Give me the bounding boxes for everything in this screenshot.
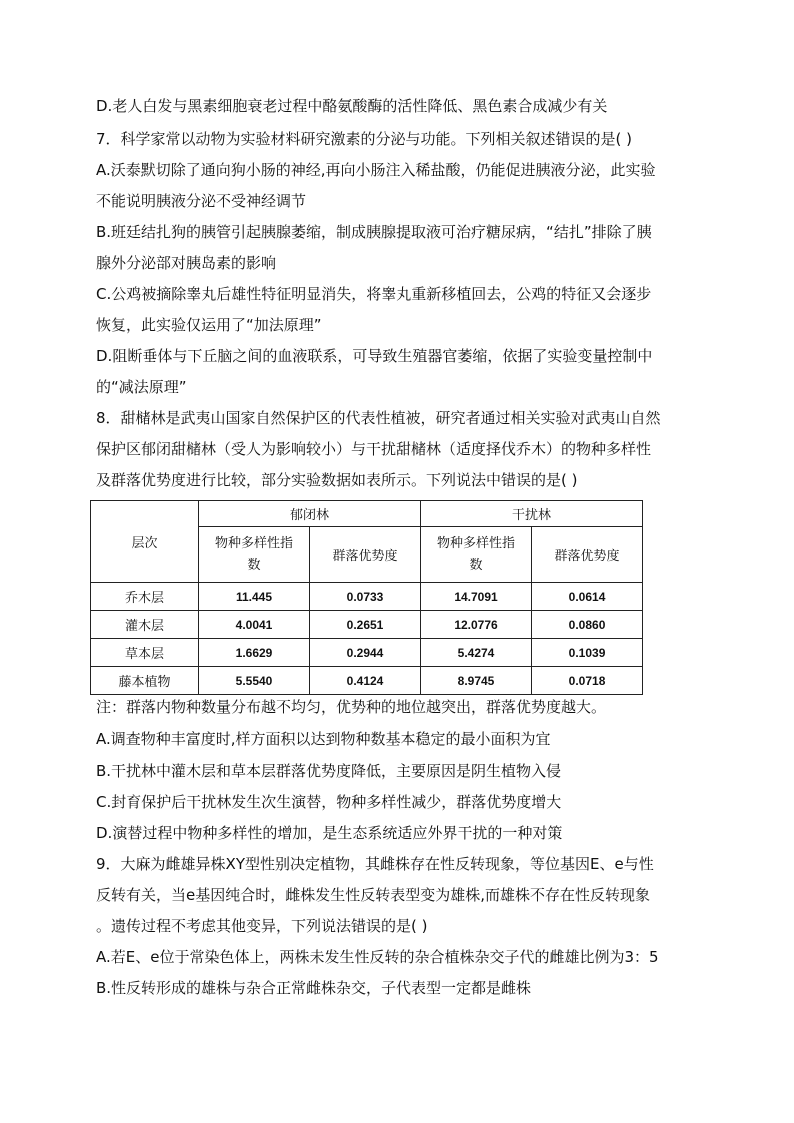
table-cell: 0.2651 <box>310 611 421 639</box>
question-9-3: 。遗传过程不考虑其他变异，下列说法错误的是( ) <box>96 917 428 935</box>
table-cell: 14.7091 <box>421 583 532 611</box>
question-8-3: 及群落优势度进行比较，部分实验数据如表所示。下列说法中错误的是( ) <box>96 471 578 489</box>
table-cell: 0.0860 <box>532 611 643 639</box>
table-group-header-closed: 郁闭林 <box>199 501 421 527</box>
table-corner-header: 层次 <box>91 501 199 583</box>
table-cell: 0.4124 <box>310 667 421 695</box>
table-row <box>91 667 643 695</box>
table-cell: 0.2944 <box>310 639 421 667</box>
question-9-2: 反转有关，当e基因纯合时，雌株发生性反转表型变为雄株,而雄株不存在性反转现象 <box>96 886 651 904</box>
option-7a-2: 不能说明胰液分泌不受神经调节 <box>96 192 307 210</box>
question-8-2: 保护区郁闭甜槠林（受人为影响较小）与干扰甜槠林（适度择伐乔木）的物种多样性 <box>96 440 652 458</box>
option-7a-1: A.沃泰默切除了通向狗小肠的神经,再向小肠注入稀盐酸，仍能促进胰液分泌，此实验 <box>96 161 656 179</box>
option-7c-1: C.公鸡被摘除睾丸后雄性特征明显消失，将睾丸重新移植回去，公鸡的特征又会逐步 <box>96 285 652 303</box>
option-9b: B.性反转形成的雄株与杂合正常雌株杂交，子代表型一定都是雌株 <box>96 979 532 997</box>
table-cell: 0.1039 <box>532 639 643 667</box>
table-cell: 11.445 <box>199 583 310 611</box>
data-table <box>90 500 643 695</box>
option-7b-1: B.班廷结扎狗的胰管引起胰腺萎缩，制成胰腺提取液可治疗糖尿病，“结扎”排除了胰 <box>96 223 652 241</box>
table-cell: 1.6629 <box>199 639 310 667</box>
table-cell: 8.9745 <box>421 667 532 695</box>
question-7: 7．科学家常以动物为实验材料研究激素的分泌与功能。下列相关叙述错误的是( ) <box>96 130 633 148</box>
table-row <box>91 611 643 639</box>
table-cell: 0.0614 <box>532 583 643 611</box>
option-7b-2: 腺外分泌部对胰岛素的影响 <box>96 254 277 272</box>
table-cell-layer: 灌木层 <box>91 611 199 639</box>
table-note: 注：群落内物种数量分布越不均匀，优势种的地位越突出，群落优势度越大。 <box>96 698 607 716</box>
question-8-1: 8．甜槠林是武夷山国家自然保护区的代表性植被，研究者通过相关实验对武夷山自然 <box>96 409 661 427</box>
table-col-header-dominance: 群落优势度 <box>532 527 643 583</box>
option-8b: B.干扰林中灌木层和草本层群落优势度降低，主要原因是阴生植物入侵 <box>96 762 562 780</box>
option-8a: A.调查物种丰富度时,样方面积以达到物种数基本稳定的最小面积为宜 <box>96 730 551 748</box>
option-8c: C.封育保护后干扰林发生次生演替，物种多样性减少，群落优势度增大 <box>96 793 562 811</box>
table-cell: 0.0733 <box>310 583 421 611</box>
table-cell: 12.0776 <box>421 611 532 639</box>
option-6d: D.老人白发与黑素细胞衰老过程中酪氨酸酶的活性降低、黑色素合成减少有关 <box>96 97 608 115</box>
table-cell: 4.0041 <box>199 611 310 639</box>
option-9a: A.若E、e位于常染色体上，两株未发生性反转的杂合植株杂交子代的雌雄比例为3：5 <box>96 948 659 966</box>
question-9-1: 9．大麻为雌雄异株XY型性别决定植物，其雌株存在性反转现象，等位基因E、e与性 <box>96 855 654 873</box>
table-cell-layer: 乔木层 <box>91 583 199 611</box>
option-7c-2: 恢复，此实验仅运用了“加法原理” <box>96 316 322 334</box>
table-row <box>91 639 643 667</box>
table-col-header-diversity: 物种多样性指 数 <box>199 527 310 583</box>
option-7d-1: D.阻断垂体与下丘脑之间的血液联系，可导致生殖器官萎缩，依据了实验变量控制中 <box>96 347 653 365</box>
table-col-header-dominance: 群落优势度 <box>310 527 421 583</box>
table-group-header-disturbed: 干扰林 <box>421 501 643 527</box>
table-cell-layer: 藤本植物 <box>91 667 199 695</box>
table-col-header-diversity: 物种多样性指 数 <box>421 527 532 583</box>
option-7d-2: 的“减法原理” <box>96 378 187 396</box>
option-8d: D.演替过程中物种多样性的增加，是生态系统适应外界干扰的一种对策 <box>96 824 563 842</box>
table-cell: 0.0718 <box>532 667 643 695</box>
table-cell-layer: 草本层 <box>91 639 199 667</box>
table-row <box>91 583 643 611</box>
table-cell: 5.4274 <box>421 639 532 667</box>
table-cell: 5.5540 <box>199 667 310 695</box>
